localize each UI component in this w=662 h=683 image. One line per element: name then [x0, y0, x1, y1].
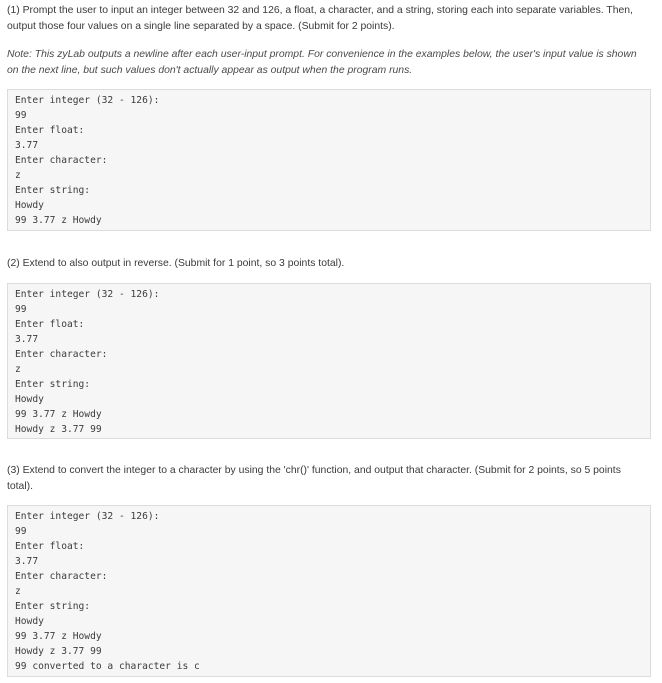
- output-reverse: Howdy z 3.77 99: [15, 646, 102, 657]
- input-character: z: [15, 364, 21, 375]
- prompt-character: Enter character:: [15, 349, 108, 360]
- prompt-float: Enter float:: [15, 319, 85, 330]
- example-output-2: [7, 283, 651, 439]
- lab-note: Note: This zyLab outputs a newline after each user-input prompt. For convenience in the examples below, the user's input value is shown on the next line, but such values don't actually appear as output when the program runs.: [7, 49, 637, 76]
- input-integer: 99: [15, 526, 27, 537]
- input-float: 3.77: [15, 140, 39, 151]
- output-forward: 99 3.77 z Howdy: [15, 631, 102, 642]
- example-output-3: [7, 505, 651, 677]
- input-string: Howdy: [15, 394, 44, 405]
- part1-instructions: (1) Prompt the user to input an integer between 32 and 126, a float, a character, and a string, storing each into separate variables. Then, output those four values on a single line separated by a space. (Submit for 2 points).: [7, 5, 633, 32]
- example-output-1: [7, 89, 651, 231]
- part2-instructions: (2) Extend to also output in reverse. (Submit for 1 point, so 3 points total).: [7, 258, 345, 269]
- prompt-integer: Enter integer (32 - 126):: [15, 511, 160, 522]
- output-forward: 99 3.77 z Howdy: [15, 215, 102, 226]
- input-string: Howdy: [15, 200, 44, 211]
- input-integer: 99: [15, 304, 27, 315]
- prompt-float: Enter float:: [15, 125, 85, 136]
- prompt-float: Enter float:: [15, 541, 85, 552]
- prompt-string: Enter string:: [15, 601, 91, 612]
- prompt-integer: Enter integer (32 - 126):: [15, 95, 160, 106]
- prompt-character: Enter character:: [15, 155, 108, 166]
- prompt-string: Enter string:: [15, 185, 91, 196]
- prompt-character: Enter character:: [15, 571, 108, 582]
- output-forward: 99 3.77 z Howdy: [15, 409, 102, 420]
- input-string: Howdy: [15, 616, 44, 627]
- input-character: z: [15, 170, 21, 181]
- input-float: 3.77: [15, 556, 39, 567]
- prompt-string: Enter string:: [15, 379, 91, 390]
- input-character: z: [15, 586, 21, 597]
- output-converted-char: 99 converted to a character is c: [15, 661, 200, 672]
- input-integer: 99: [15, 110, 27, 121]
- prompt-integer: Enter integer (32 - 126):: [15, 289, 160, 300]
- part3-instructions: (3) Extend to convert the integer to a character by using the 'chr()' function, and output that character. (Submit for 2 points, so 5 points total).: [7, 465, 621, 492]
- input-float: 3.77: [15, 334, 39, 345]
- output-reverse: Howdy z 3.77 99: [15, 424, 102, 435]
